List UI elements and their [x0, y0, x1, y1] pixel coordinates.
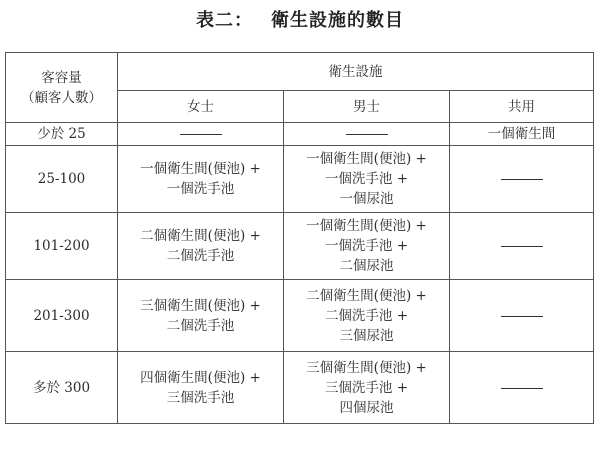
male-cell [284, 280, 450, 352]
dash-placeholder [501, 316, 543, 317]
capacity-header-cell [6, 53, 118, 123]
female-cell [118, 352, 284, 424]
table-number: 表二： [196, 10, 253, 31]
female-line: 一個衛生間(便池) + [140, 161, 261, 177]
female-line: 三個衛生間(便池) + [140, 297, 261, 314]
capacity-cell: 少於 25 [6, 123, 118, 146]
table-row [6, 146, 594, 213]
table-row [6, 352, 594, 424]
male-line: 一個洗手池 + [324, 238, 409, 254]
female-line: 二個洗手池 [166, 317, 235, 334]
table-row [6, 213, 594, 280]
capacity-header-note: （顧客人數） [21, 89, 102, 106]
male-line: 一個衛生間(便池) + [306, 218, 427, 234]
female-cell [118, 280, 284, 352]
male-line: 四個尿池 [339, 399, 394, 416]
female-line: 一個洗手池 [166, 181, 235, 197]
shared-cell [450, 280, 594, 352]
male-line: 一個尿池 [339, 191, 394, 207]
column-header-shared: 共用 [450, 91, 594, 123]
female-cell [118, 213, 284, 280]
shared-cell [450, 213, 594, 280]
shared-cell [450, 146, 594, 213]
male-line: 三個洗手池 + [324, 379, 409, 396]
capacity-cell: 201-300 [6, 280, 118, 352]
male-cell [284, 352, 450, 424]
capacity-cell: 多於 300 [6, 352, 118, 424]
female-line: 二個衛生間(便池) + [140, 228, 261, 244]
header-row-top [6, 53, 594, 91]
female-line: 二個洗手池 [166, 248, 235, 264]
table-title [0, 6, 600, 32]
capacity-cell: 25-100 [6, 146, 118, 213]
female-cell [118, 123, 284, 146]
capacity-cell: 101-200 [6, 213, 118, 280]
dash-placeholder [501, 179, 543, 180]
male-cell [284, 123, 450, 146]
capacity-header: 客容量 [41, 69, 82, 86]
male-cell [284, 146, 450, 213]
male-line: 一個衛生間(便池) + [306, 151, 427, 167]
table-row [6, 123, 594, 146]
column-header-male: 男士 [284, 91, 450, 123]
table-caption: 衛生設施的數目 [271, 10, 404, 31]
male-cell [284, 213, 450, 280]
male-line: 二個尿池 [339, 258, 394, 274]
female-cell [118, 146, 284, 213]
female-line: 三個洗手池 [166, 389, 235, 406]
dash-placeholder [346, 134, 388, 135]
column-header-female: 女士 [118, 91, 284, 123]
dash-placeholder [180, 134, 222, 135]
table-row [6, 280, 594, 352]
dash-placeholder [501, 246, 543, 247]
shared-cell [450, 352, 594, 424]
sanitary-facilities-table [5, 52, 594, 424]
female-line: 四個衛生間(便池) + [140, 369, 261, 386]
male-line: 二個衛生間(便池) + [306, 287, 427, 304]
male-line: 三個衛生間(便池) + [306, 359, 427, 376]
male-line: 二個洗手池 + [324, 307, 409, 324]
male-line: 一個洗手池 + [324, 171, 409, 187]
facilities-header: 衛生設施 [118, 53, 594, 91]
shared-cell: 一個衛生間 [450, 123, 594, 146]
male-line: 三個尿池 [339, 327, 394, 344]
dash-placeholder [501, 388, 543, 389]
